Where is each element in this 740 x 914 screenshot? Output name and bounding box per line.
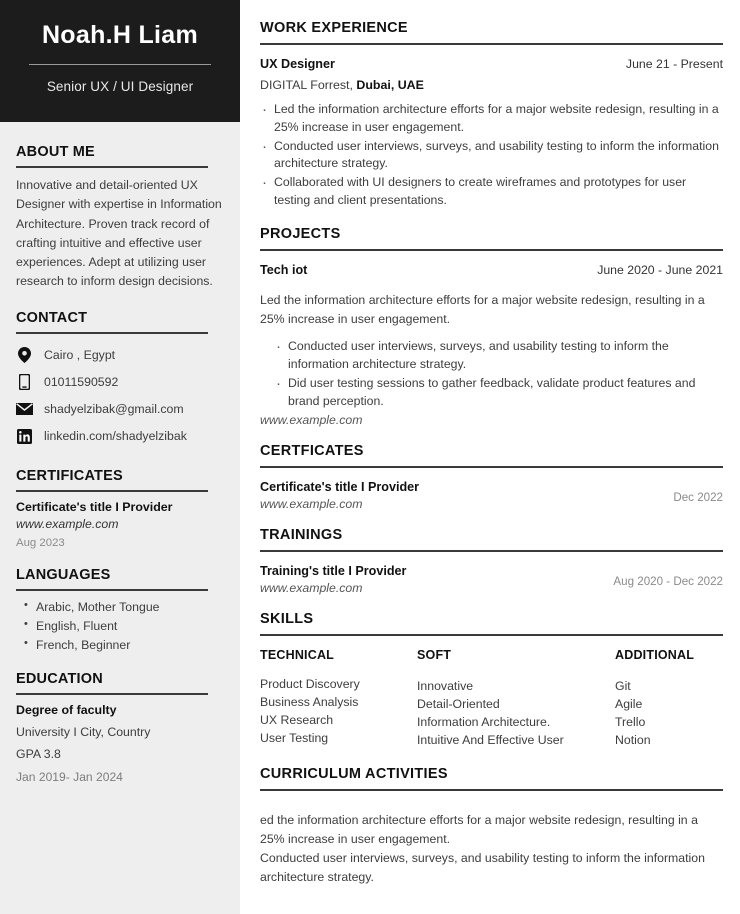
sidebar-certificate-url[interactable]: www.example.com bbox=[16, 516, 119, 531]
skills-divider bbox=[260, 634, 723, 636]
project-summary: Led the information architecture efforts for a major website redesign, resulting in a 25% increase in user engagement. bbox=[260, 292, 705, 327]
skill-item: Innovative bbox=[417, 679, 474, 694]
project-url[interactable]: www.example.com bbox=[260, 413, 363, 428]
skill-item: Product Discovery bbox=[260, 677, 360, 692]
list-item: • Arabic, Mother Tongue bbox=[16, 599, 224, 615]
work-experience-divider bbox=[260, 43, 723, 45]
skill-item: Intuitive And Effective User bbox=[417, 732, 564, 747]
project-date: June 2020 - June 2021 bbox=[597, 262, 723, 277]
envelope-icon bbox=[16, 401, 33, 418]
skill-item: Detail-Oriented bbox=[417, 697, 500, 712]
main-certificates-divider bbox=[260, 466, 723, 468]
phone-icon bbox=[16, 374, 33, 391]
list-item: · Collaborated with UI designers to create wireframes and prototypes for user testing and client presentations. bbox=[260, 174, 723, 210]
training-entry bbox=[260, 564, 723, 595]
skills-soft-label: SOFT bbox=[417, 648, 452, 663]
sidebar-certificates-heading: CERTIFICATES bbox=[16, 467, 123, 484]
contact-heading: CONTACT bbox=[16, 309, 88, 326]
curriculum-activities-paragraph-2: Conducted user interviews, surveys, and usability testing to inform the information architecture strategy. bbox=[260, 850, 705, 884]
languages-list bbox=[16, 599, 224, 654]
work-experience-company bbox=[260, 78, 723, 92]
education-date: Jan 2019- Jan 2024 bbox=[16, 770, 123, 785]
skill-item: Trello bbox=[615, 715, 646, 730]
project-bullets bbox=[274, 338, 723, 410]
sidebar-certificate-date: Aug 2023 bbox=[16, 536, 65, 549]
main-certificate-url[interactable]: www.example.com bbox=[260, 497, 363, 512]
trainings-heading: TRAININGS bbox=[260, 527, 343, 544]
work-experience-title: UX Designer bbox=[260, 57, 335, 71]
list-item: · Did user testing sessions to gather feedback, validate product features and brand perception. bbox=[274, 375, 723, 411]
sidebar-header bbox=[0, 0, 240, 122]
sidebar-body bbox=[0, 144, 240, 804]
contact-item-email[interactable] bbox=[16, 396, 224, 423]
main-content bbox=[240, 0, 740, 914]
skill-item: Information Architecture. bbox=[417, 715, 551, 730]
training-date: Aug 2020 - Dec 2022 bbox=[613, 575, 723, 589]
section-languages bbox=[16, 567, 224, 654]
work-experience-date: June 21 - Present bbox=[625, 57, 723, 71]
skills-technical-label: TECHNICAL bbox=[260, 648, 335, 663]
section-about-me bbox=[16, 144, 224, 292]
skill-item: Notion bbox=[615, 732, 651, 747]
list-item: · Conducted user interviews, surveys, and usability testing to inform the information architecture strategy. bbox=[274, 338, 723, 374]
about-me-text: Innovative and detail-oriented UX Designer with expertise in Information Architecture. Proven track record of crafting intuitive and effective user experiences. Adept at utilizing user research to inform design decisions. bbox=[16, 178, 222, 289]
list-item: • English, Fluent bbox=[16, 618, 224, 634]
education-divider bbox=[16, 693, 208, 695]
skill-item: Agile bbox=[615, 697, 643, 712]
section-work-experience bbox=[260, 20, 723, 210]
list-item: · Led the information architecture efforts for a major website redesign, resulting in a 25% increase in user engagement. bbox=[260, 101, 723, 137]
contact-email-value: shadyelzibak@gmail.com bbox=[44, 402, 184, 417]
section-sidebar-certificates bbox=[16, 468, 224, 549]
languages-heading: LANGUAGES bbox=[16, 566, 111, 583]
sidebar bbox=[0, 0, 240, 914]
education-degree: Degree of faculty bbox=[16, 703, 117, 718]
contact-location-value: Cairo , Egypt bbox=[44, 348, 116, 363]
contact-phone-value: 01011590592 bbox=[44, 375, 119, 390]
contact-item-location[interactable] bbox=[16, 342, 224, 369]
main-certificate-info bbox=[260, 480, 419, 511]
about-me-divider bbox=[16, 166, 208, 168]
candidate-name: Noah.H Liam bbox=[41, 21, 199, 49]
contact-item-phone[interactable] bbox=[16, 369, 224, 396]
projects-heading: PROJECTS bbox=[260, 225, 341, 242]
candidate-job-title: Senior UX / UI Designer bbox=[46, 78, 194, 94]
skill-item: User Testing bbox=[260, 730, 329, 745]
trainings-divider bbox=[260, 550, 723, 552]
skills-heading: SKILLS bbox=[260, 611, 314, 628]
section-skills bbox=[260, 611, 723, 749]
skill-item: Git bbox=[615, 679, 631, 694]
skills-grid bbox=[260, 648, 723, 749]
skill-item: UX Research bbox=[260, 713, 334, 728]
education-gpa: GPA 3.8 bbox=[16, 747, 61, 762]
education-institution: University I City, Country bbox=[16, 725, 151, 740]
name-divider bbox=[29, 64, 211, 65]
section-trainings bbox=[260, 527, 723, 595]
curriculum-activities-divider bbox=[260, 789, 723, 791]
training-url[interactable]: www.example.com bbox=[260, 581, 363, 596]
contact-divider bbox=[16, 332, 208, 334]
contact-item-linkedin[interactable] bbox=[16, 423, 224, 450]
education-heading: EDUCATION bbox=[16, 671, 103, 688]
skills-additional-label: ADDITIONAL bbox=[615, 648, 695, 663]
section-projects bbox=[260, 226, 723, 427]
contact-list bbox=[16, 342, 224, 450]
training-title: Training's title I Provider bbox=[260, 564, 407, 579]
languages-divider bbox=[16, 589, 208, 591]
skills-column-soft bbox=[417, 648, 615, 749]
linkedin-icon bbox=[16, 428, 33, 445]
section-curriculum-activities bbox=[260, 766, 723, 887]
about-me-heading: ABOUT ME bbox=[16, 144, 95, 160]
section-education bbox=[16, 671, 224, 784]
company-name: DIGITAL Forrest, bbox=[260, 78, 353, 92]
sidebar-certificates-divider bbox=[16, 490, 208, 492]
skills-column-technical bbox=[260, 648, 417, 749]
project-title: Tech iot bbox=[260, 262, 308, 277]
curriculum-activities-heading: CURRICULUM ACTIVITIES bbox=[260, 765, 448, 782]
company-location: Dubai, UAE bbox=[356, 78, 424, 92]
section-contact bbox=[16, 310, 224, 450]
skills-column-additional bbox=[615, 648, 723, 749]
work-experience-entry-header bbox=[260, 57, 723, 71]
work-experience-bullets bbox=[260, 101, 723, 210]
main-certificate-entry bbox=[260, 480, 723, 511]
list-item: · Conducted user interviews, surveys, and usability testing to inform the information architecture strategy. bbox=[260, 138, 723, 174]
skill-item: Business Analysis bbox=[260, 695, 359, 710]
project-entry-header bbox=[260, 263, 723, 277]
list-item: • French, Beginner bbox=[16, 637, 224, 653]
main-certificates-heading: CERTFICATES bbox=[260, 443, 364, 460]
main-certificate-title: Certificate's title I Provider bbox=[260, 480, 420, 495]
section-main-certificates bbox=[260, 443, 723, 511]
curriculum-activities-paragraph-1: ed the information architecture efforts for a major website redesign, resulting in a 25% increase in user engagement. bbox=[260, 812, 698, 846]
work-experience-heading: WORK EXPERIENCE bbox=[260, 20, 408, 36]
sidebar-certificate-title: Certificate's title I Provider bbox=[16, 499, 173, 514]
main-certificate-date: Dec 2022 bbox=[673, 491, 723, 505]
training-info bbox=[260, 564, 406, 595]
location-pin-icon bbox=[16, 347, 33, 364]
contact-linkedin-value: linkedin.com/shadyelzibak bbox=[44, 429, 187, 444]
projects-divider bbox=[260, 249, 723, 251]
